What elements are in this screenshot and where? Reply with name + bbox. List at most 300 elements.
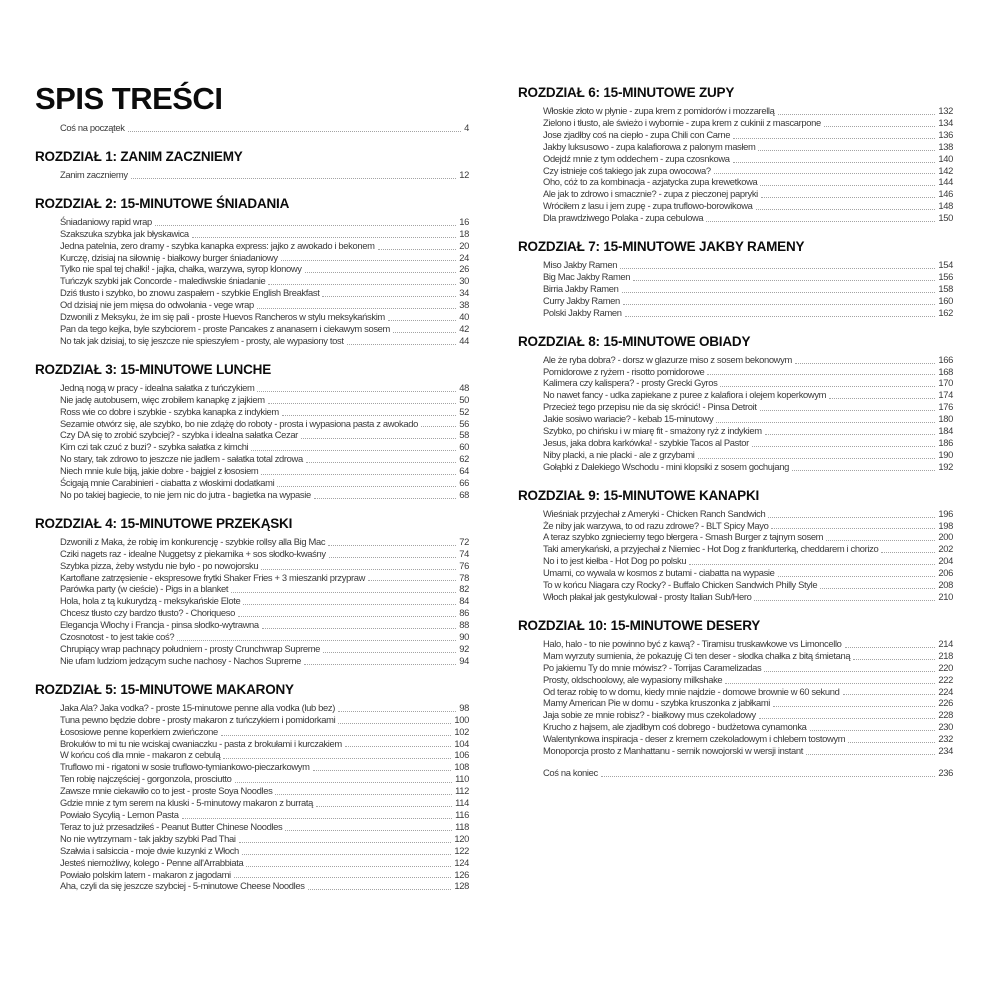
leader-dots [689, 564, 935, 565]
toc-entry [60, 583, 469, 595]
toc-entry [60, 240, 469, 252]
toc-entry [543, 567, 953, 579]
toc-entry-page: 122 [454, 844, 469, 856]
toc-section [35, 517, 469, 667]
toc-entry-page: 214 [938, 637, 953, 649]
toc-entry [543, 153, 953, 165]
toc-entry-page: 156 [938, 270, 953, 282]
leader-dots [192, 237, 456, 238]
toc-entry [543, 638, 953, 650]
leader-dots [843, 694, 936, 695]
toc-entry-title: Nie ufam ludziom jedzącym suche nachosy - Nachos Supreme [60, 654, 301, 666]
toc-entry-title: Mam wyrzuty sumienia, że pokazuję Ci ten deser - słodka chałka z bitą śmietaną [543, 649, 851, 661]
chapter-entries [543, 259, 953, 319]
toc-entry-title: Że niby jak warzywa, to od razu zdrowe? - BLT Spicy Mayo [543, 519, 769, 531]
toc-entry-page: 196 [938, 507, 953, 519]
chapter-entries [543, 105, 953, 224]
chapter-heading: ROZDZIAŁ 1: ZANIM ZACZNIEMY [35, 148, 243, 164]
leader-dots [765, 434, 936, 435]
toc-section [35, 150, 469, 181]
toc-entry [543, 425, 953, 437]
toc-entry-page: 102 [454, 725, 469, 737]
toc-entry [543, 259, 953, 271]
toc-entry [543, 697, 953, 709]
leader-dots [758, 150, 935, 151]
leader-dots [238, 616, 456, 617]
toc-entry [60, 169, 469, 181]
toc-entry-title: Ale jak to zdrowo i smacznie? - zupa z pieczonej papryki [543, 188, 758, 200]
toc-entry-page: 118 [455, 820, 469, 832]
leader-dots [795, 363, 936, 364]
chapter-entries [543, 638, 953, 757]
toc-entry [60, 228, 469, 240]
chapter-entries [60, 169, 469, 181]
leader-dots [829, 398, 935, 399]
leader-dots [313, 770, 452, 771]
toc-entry-title: Brokułów to mi tu nie wciskaj cwaniaczku - pasta z brokułami i kurczakiem [60, 737, 342, 749]
toc-entry-page: 60 [459, 441, 469, 453]
leader-dots [633, 280, 935, 281]
toc-entry-title: Krucho z hajsem, ale zjadłbym coś dobrego - budżetowa cynamonka [543, 721, 807, 733]
toc-entry-page: 50 [459, 393, 469, 405]
toc-entry-title: Chrupiący wrap pachnący południem - prosty Crunchwrap Supreme [60, 643, 321, 654]
chapter-heading: ROZDZIAŁ 3: 15-MINUTOWE LUNCHE [35, 361, 271, 377]
toc-entry-page: 148 [938, 200, 953, 212]
toc-entry-page: 12 [459, 168, 469, 180]
toc-entry-page: 26 [459, 263, 469, 275]
toc-entry [60, 773, 469, 785]
leader-dots [246, 866, 451, 867]
leader-dots [388, 320, 456, 321]
toc-entry-title: Jakie sosiwo wariacie? - kebab 15-minutowy [543, 413, 714, 425]
toc-entry-page: 68 [459, 488, 469, 500]
leader-dots [277, 486, 456, 487]
leader-dots [345, 746, 452, 747]
toc-entry [60, 418, 469, 430]
toc-entry [60, 595, 469, 607]
toc-entry-title: Gdzie mnie z tym serem na kluski - 5-minutowy makaron z burratą [60, 797, 314, 809]
leader-dots [760, 185, 935, 186]
leader-dots [268, 403, 457, 404]
toc-entry-page: 224 [938, 685, 953, 697]
toc-entry-page: 222 [938, 673, 953, 685]
toc-entry-title: Włoskie złoto w płynie - zupa krem z pomidorów i mozzarellą [543, 105, 775, 116]
toc-entry [60, 821, 469, 833]
toc-entry [543, 401, 953, 413]
leader-dots [714, 173, 936, 174]
leader-dots [155, 225, 456, 226]
chapter-heading: ROZDZIAŁ 8: 15-MINUTOWE OBIADY [518, 333, 751, 349]
toc-entry-title: No tak jak dzisiaj, to się jeszcze nie spieszyłem - prosty, ale wypasiony tost [60, 334, 344, 346]
toc-entry-title: Monoporcja prosto z Manhattanu - sernik nowojorski w wersji instant [543, 745, 804, 757]
leader-dots [262, 628, 457, 629]
toc-entry-title: Tuńczyk szybki jak Concorde - malediwskie śniadanie [60, 275, 266, 287]
toc-section [518, 335, 953, 473]
toc-section [518, 86, 953, 224]
leader-dots [706, 221, 935, 222]
toc-entry-title: Ross wie co dobre i szybkie - szybka kanapka z indykiem [60, 405, 279, 417]
toc-entry [543, 437, 953, 449]
toc-entry [60, 560, 469, 572]
toc-entry [543, 461, 953, 473]
toc-entry [543, 129, 953, 141]
leader-dots [733, 162, 936, 163]
leader-dots [268, 284, 456, 285]
toc-section [518, 619, 953, 757]
toc-entry [60, 714, 469, 726]
toc-entry-title: Walentynkowa inspiracja - deser z kremem czekoladowym i chlebem tostowym [543, 733, 846, 745]
leader-dots [768, 517, 935, 518]
toc-entry [60, 857, 469, 869]
toc-entry-title: Nie jadę autobusem, więc zrobiłem kanapkę z jajkiem [60, 393, 265, 405]
leader-dots [778, 114, 936, 115]
toc-entry [60, 797, 469, 809]
toc-section [35, 683, 469, 893]
toc-entry-title: Umami, co wywala w kosmos z butami - ciabatta na wypasie [543, 567, 775, 579]
toc-entry [60, 489, 469, 501]
leader-dots [620, 268, 935, 269]
toc-entry [543, 271, 953, 283]
chapter-entries [543, 354, 953, 473]
toc-entry-title: Zielono i tłusto, ale świeżo i wybornie - zupa krem z cukinii z mascarpone [543, 116, 821, 128]
toc-sections-left [35, 150, 469, 892]
toc-entry-page: 236 [938, 766, 953, 778]
toc-entry-page: 66 [459, 477, 469, 489]
toc-left-column [35, 81, 469, 892]
toc-entry [543, 543, 953, 555]
toc-entry-page: 74 [459, 547, 469, 559]
toc-entry [60, 845, 469, 857]
toc-entry-page: 84 [459, 595, 469, 607]
leader-dots [282, 415, 456, 416]
chapter-heading: ROZDZIAŁ 5: 15-MINUTOWE MAKARONY [35, 681, 294, 697]
toc-entry [60, 833, 469, 845]
toc-entry-page: 108 [454, 761, 469, 773]
leader-dots [725, 683, 935, 684]
toc-entry [60, 453, 469, 465]
toc-entry-page: 44 [459, 334, 469, 346]
toc-entry-page: 208 [938, 579, 953, 591]
toc-entry-page: 112 [455, 785, 469, 797]
toc-entry-title: Łososiowe penne koperkiem zwieńczone [60, 725, 218, 737]
toc-entry-page: 150 [938, 212, 953, 224]
toc-entry-title: Cziki nagets raz - idealne Nuggetsy z piekarnika + sos słodko-kwaśny [60, 547, 326, 559]
leader-dots [826, 540, 935, 541]
toc-entry-page: 124 [454, 856, 469, 868]
leader-dots [328, 545, 456, 546]
toc-entry [543, 709, 953, 721]
toc-entry-title: Czy DA się to zrobić szybciej? - szybka i idealna sałatka Cezar [60, 429, 298, 441]
leader-dots [235, 782, 453, 783]
leader-dots [314, 498, 456, 499]
toc-entry [60, 323, 469, 335]
leader-dots [716, 422, 935, 423]
toc-entry-title: Śniadaniowy rapid wrap [60, 215, 152, 227]
toc-entry [60, 441, 469, 453]
leader-dots [760, 410, 936, 411]
leader-dots [234, 877, 452, 878]
toc-entry [60, 536, 469, 548]
toc-entry-page: 72 [459, 535, 469, 547]
toc-entry [543, 579, 953, 591]
page-title: SPIS TREŚCI [35, 81, 223, 116]
toc-entry-page: 176 [938, 401, 953, 413]
leader-dots [301, 438, 456, 439]
toc-entry-title: Niby placki, a nie placki - ale z grzybami [543, 448, 695, 460]
toc-entry [60, 216, 469, 228]
leader-dots [257, 391, 456, 392]
toc-entry-title: Kim czi tak czuć z buzi? - szybka sałatka z kimchi [60, 441, 249, 453]
toc-entry [543, 508, 953, 520]
leader-dots [756, 209, 936, 210]
toc-entry-title: Birria Jakby Ramen [543, 282, 619, 294]
toc-entry-page: 114 [455, 797, 469, 809]
leader-dots [820, 588, 935, 589]
toc-entry [60, 726, 469, 738]
leader-dots [771, 528, 935, 529]
toc-entry [60, 299, 469, 311]
toc-entry-page: 200 [938, 531, 953, 543]
toc-entry-page: 86 [459, 607, 469, 619]
leader-dots [378, 249, 457, 250]
toc-entry [543, 591, 953, 603]
toc-entry [60, 702, 469, 714]
toc-entry-title: Taki amerykański, a przyjechał z Niemiec - Hot Dog z frankfurterką, cheddarem i chorizo [543, 543, 879, 555]
toc-entry-page: 40 [459, 311, 469, 323]
leader-dots [720, 386, 935, 387]
toc-entry-page: 52 [459, 405, 469, 417]
toc-entry-title: Dzwonili z Meksyku, że im się pali - proste Huevos Rancheros w stylu meksykańskim [60, 311, 385, 323]
toc-entry [543, 105, 953, 117]
toc-entry [60, 429, 469, 441]
toc-entry [543, 366, 953, 378]
toc-entry [543, 377, 953, 389]
toc-entry-page: 88 [459, 619, 469, 631]
toc-entry-title: No i to jest kiełba - Hot Dog po polsku [543, 555, 687, 567]
toc-entry-title: Elegancja Włochy i Francja - pinsa słodko-wytrawna [60, 619, 259, 631]
leader-dots [707, 374, 935, 375]
leader-dots [131, 178, 457, 179]
toc-entry [60, 749, 469, 761]
toc-entry-title: No po takiej bagiecie, to nie jem nic do jutra - bagietka na wypasie [60, 488, 311, 500]
toc-entry [60, 548, 469, 560]
toc-entry [60, 785, 469, 797]
toc-entry-page: 64 [459, 465, 469, 477]
toc-entry-page: 56 [459, 417, 469, 429]
toc-entry-page: 24 [459, 251, 469, 263]
chapter-heading: ROZDZIAŁ 9: 15-MINUTOWE KANAPKI [518, 487, 760, 503]
toc-entry [60, 465, 469, 477]
toc-section [518, 240, 953, 319]
toc-entry-title: Szybko, po chińsku i w miarę fit - smażony ryż z indykiem [543, 425, 762, 437]
toc-entry [60, 619, 469, 631]
chapter-heading: ROZDZIAŁ 7: 15-MINUTOWE JAKBY RAMENY [518, 239, 805, 255]
toc-entry-title: Curry Jakby Ramen [543, 294, 620, 306]
toc-entry [543, 686, 953, 698]
toc-entry-page: 140 [938, 152, 953, 164]
leader-dots [305, 272, 457, 273]
toc-entry-title: Dzwonili z Maka, że robię im konkurencję - szybkie rollsy alla Big Mac [60, 535, 326, 547]
toc-entry [543, 307, 953, 319]
toc-entry-title: To w końcu Niagara czy Rocky? - Buffalo Chicken Sandwich Philly Style [543, 579, 818, 591]
toc-entry-title: Zawsze mnie ciekawiło co to jest - proste Soya Noodles [60, 785, 273, 797]
leader-dots [257, 308, 456, 309]
toc-entry [60, 880, 469, 892]
leader-dots [338, 723, 451, 724]
toc-entry-title: Miso Jakby Ramen [543, 259, 618, 271]
toc-entry-page: 226 [938, 697, 953, 709]
leader-dots [824, 126, 936, 127]
toc-entry-page: 210 [938, 591, 953, 602]
toc-entry-title: Tylko nie spal tej chałki! - jajka, chałka, warzywa, syrop klonowy [60, 263, 302, 275]
toc-entry [543, 449, 953, 461]
toc-entry [543, 200, 953, 212]
leader-dots [625, 316, 936, 317]
toc-entry-title: Czosnotost - to jest takie coś? [60, 631, 175, 643]
toc-entry-page: 202 [938, 543, 953, 555]
leader-dots [128, 131, 462, 132]
toc-section [518, 489, 953, 603]
toc-entry [543, 212, 953, 224]
toc-entry-title: Mamy American Pie w domu - szybka kruszonka z jabłkami [543, 697, 771, 709]
leader-dots [261, 569, 456, 570]
toc-entry-title: Odejdź mnie z tym oddechem - zupa czosnkowa [543, 152, 730, 164]
toc-entry-page: 232 [938, 733, 953, 745]
toc-entry-title: Kurczę, dzisiaj na siłownię - białkowy burger śniadaniowy [60, 251, 278, 263]
toc-entry-title: Od teraz robię to w domu, kiedy mnie najdzie - domowe brownie w 60 sekund [543, 685, 840, 697]
toc-entry-title: Parówka party (w cieście) - Pigs in a blanket [60, 583, 229, 595]
toc-entry [60, 335, 469, 347]
toc-entry-title: Halo, halo - to nie powinno być z kawą? - Tiramisu truskawkowe vs Limoncello [543, 637, 842, 649]
toc-entry-title: W końcu coś dla mnie - makaron z cebulą [60, 749, 221, 761]
leader-dots [177, 640, 456, 641]
leader-dots [316, 806, 452, 807]
chapter-entries [60, 382, 469, 501]
toc-section [35, 363, 469, 501]
toc-entry-title: Niech mnie kule biją, jakie dobre - bajgiel z łososiem [60, 465, 259, 477]
toc-entry-page: 206 [938, 567, 953, 579]
toc-entry-title: Czy istnieje coś takiego jak zupa owocowa? [543, 164, 711, 176]
toc-entry-page: 146 [938, 188, 953, 200]
toc-entry-page: 78 [459, 571, 469, 583]
toc-entry-page: 158 [938, 282, 953, 294]
toc-entry-page: 192 [938, 460, 953, 472]
toc-entry-title: Jedna patelnia, zero dramy - szybka kanapka express: jajko z awokado i bekonem [60, 239, 375, 251]
leader-dots [242, 854, 451, 855]
toc-entry-title: Big Mac Jakby Ramen [543, 270, 631, 282]
toc-entry-title: Wieśniak przyjechał z Ameryki - Chicken Ranch Sandwich [543, 507, 766, 519]
toc-entry-title: Coś na koniec [543, 766, 598, 778]
leader-dots [601, 776, 936, 777]
toc-entry-title: Włoch płakał jak gestykulował - prosty Italian Sub/Hero [543, 591, 752, 602]
toc-entry-title: Powiało polskim latem - makaron z jagodami [60, 868, 231, 880]
toc-entry-title: Polski Jakby Ramen [543, 306, 622, 318]
leader-dots [182, 818, 453, 819]
leader-dots [773, 706, 935, 707]
toc-entry-title: Pomidorowe z ryżem - risotto pomidorowe [543, 365, 705, 377]
toc-entry-title: Powiało Sycylią - Lemon Pasta [60, 808, 179, 820]
toc-entry-title: No nawet fancy - udka zapiekane z puree z kalafiora i olejem koperkowym [543, 389, 827, 401]
leader-dots [848, 742, 935, 743]
leader-dots [810, 730, 936, 731]
toc-entry-page: 180 [938, 413, 953, 425]
toc-entry-page: 134 [938, 116, 953, 128]
toc-entry [543, 141, 953, 153]
leader-dots [754, 600, 935, 601]
leader-dots [698, 458, 936, 459]
toc-entry [60, 738, 469, 750]
toc-entry-title: Teraz to już przesadziłeś - Peanut Butter Chinese Noodles [60, 820, 283, 832]
toc-entry-page: 166 [938, 353, 953, 365]
chapter-heading: ROZDZIAŁ 6: 15-MINUTOWE ZUPY [518, 85, 735, 100]
toc-entry [543, 721, 953, 733]
toc-entry-title: Pan da tego kejka, byle szybciorem - proste Pancakes z ananasem i ciekawym sosem [60, 322, 390, 334]
leader-dots [733, 138, 935, 139]
toc-entry-page: 136 [938, 128, 953, 140]
toc-entry-page: 174 [938, 389, 953, 401]
toc-entry [60, 869, 469, 881]
toc-right-column [518, 84, 953, 779]
leader-dots [275, 794, 452, 795]
toc-entry-title: Jakby luksusowo - zupa kalafiorowa z palonym masłem [543, 140, 756, 152]
toc-entry-title: Hola, hola z tą kukurydzą - meksykańskie Elote [60, 595, 241, 607]
toc-entry [60, 287, 469, 299]
leader-dots [764, 671, 935, 672]
toc-entry-title: Kalimera czy kalispera? - prosty Grecki Gyros [543, 377, 718, 389]
toc-entry [60, 263, 469, 275]
leader-dots [304, 664, 456, 665]
chapter-heading: ROZDZIAŁ 4: 15-MINUTOWE PRZEKĄSKI [35, 515, 293, 531]
toc-entry-page: 186 [938, 436, 953, 448]
toc-entry-page: 234 [938, 745, 953, 757]
toc-entry-page: 142 [938, 164, 953, 176]
toc-entry-page: 98 [459, 701, 469, 713]
leader-dots [881, 552, 935, 553]
toc-entry-page: 132 [938, 105, 953, 116]
toc-entry-page: 38 [459, 299, 469, 311]
toc-entry-page: 62 [459, 453, 469, 465]
toc-entry-page: 168 [938, 365, 953, 377]
leader-dots [239, 842, 452, 843]
toc-entry [543, 531, 953, 543]
toc-entry-title: Jose zjadłby coś na ciepło - zupa Chili con Carne [543, 128, 731, 140]
toc-entry-title: Po jakiemu Ty do mnie mówisz? - Torrijas Caramelizadas [543, 661, 762, 673]
toc-entry-page: 30 [459, 275, 469, 287]
leader-dots [853, 659, 935, 660]
leader-dots [329, 557, 457, 558]
toc-entry-title: Kartoflane zatrzęsienie - ekspresowe frytki Shaker Fries + 3 mieszanki przypraw [60, 571, 366, 583]
toc-entry-page: 230 [938, 721, 953, 733]
toc-entry-title: Coś na początek [60, 122, 125, 133]
toc-entry-title: Wróciłem z lasu i jem zupę - zupa truflowo-borowikowa [543, 200, 753, 212]
toc-entry-title: Gołąbki z Dalekiego Wschodu - mini klopsiki z sosem gochujang [543, 460, 789, 472]
toc-entry-page: 100 [454, 713, 469, 725]
toc-entry-page: 20 [459, 239, 469, 251]
toc-entry-page: 90 [459, 631, 469, 643]
toc-entry-front-matter [60, 122, 469, 134]
toc-entry-page: 116 [455, 808, 469, 820]
leader-dots [231, 592, 456, 593]
toc-entry [543, 555, 953, 567]
leader-dots [281, 260, 457, 261]
leader-dots [752, 446, 936, 447]
toc-entry-title: Szakszuka szybka jak błyskawica [60, 227, 189, 239]
chapter-entries [543, 508, 953, 603]
toc-entry [60, 252, 469, 264]
toc-entry [543, 176, 953, 188]
toc-entry-title: Od dzisiaj nie jem mięsa do odwołania - vege wrap [60, 299, 254, 311]
toc-entry-title: Ten robię najczęściej - gorgonzola, prosciutto [60, 773, 232, 785]
